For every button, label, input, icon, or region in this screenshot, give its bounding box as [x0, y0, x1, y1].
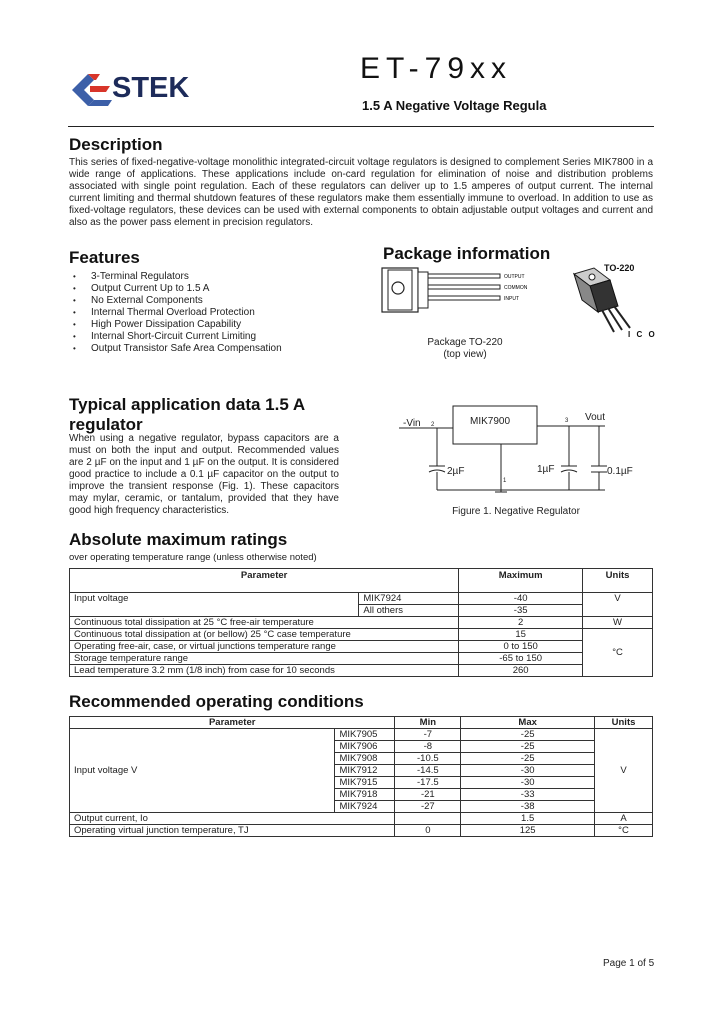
package-caption-line2: (top view) [443, 349, 487, 360]
col-max: Max [461, 717, 595, 729]
max-cell: -30 [461, 777, 595, 789]
list-item: • Internal Short-Circuit Current Limiting [69, 331, 369, 343]
col-maximum: Maximum [459, 569, 583, 593]
device-all-others: All others [359, 605, 459, 617]
max-cell: -25 [461, 741, 595, 753]
device-cell: MIK7918 [335, 789, 395, 801]
chip-label: MIK7900 [470, 416, 511, 427]
table-row [70, 825, 653, 837]
max-cell: -25 [461, 753, 595, 765]
package-caption-line1: Package TO-220 [427, 337, 503, 348]
param-cell: Continuous total dissipation at 25 °C free-air temperature [70, 617, 459, 629]
abs-max-table [69, 568, 653, 677]
max-cell: 0 to 150 [459, 641, 583, 653]
pin-2-label: 2 [431, 422, 435, 428]
min-cell: -8 [395, 741, 461, 753]
col-min: Min [395, 717, 461, 729]
abs-max-subheading: over operating temperature range (unless otherwise noted) [69, 552, 317, 563]
pin-1-label: 1 [503, 478, 507, 484]
table-row [70, 617, 653, 629]
input-voltage-label: Input voltage [70, 593, 359, 617]
max-cell: -25 [461, 729, 595, 741]
application-text: When using a negative regulator, bypass capacitors are a must on both the input and output. Recommended values are 2 µF on the input and 1 µF on the output. It is considered good practice to include a 0.1 µF capacitor on the output to improve the transient response (Fig. 1). These capacitors may mylar, ceramic, or tantalum, provided that they have good high frequency characteristics. [69, 433, 339, 516]
min-cell: -27 [395, 801, 461, 813]
logo-text: STEK [112, 72, 190, 104]
page-subtitle: 1.5 A Negative Voltage Regula [362, 98, 547, 113]
pin-3-label: 3 [565, 418, 569, 424]
max-cell: 125 [461, 825, 595, 837]
abs-max-heading: Absolute maximum ratings [69, 530, 288, 549]
features-heading: Features [69, 248, 140, 267]
iv-max-2: -35 [459, 605, 583, 617]
stek-logo-icon [70, 68, 114, 108]
min-cell: -14.5 [395, 765, 461, 777]
max-cell: 1.5 [461, 813, 595, 825]
pin-label-input: INPUT [504, 296, 519, 302]
table-row [70, 641, 653, 653]
pin-letters: I C O [628, 330, 657, 339]
unit-cell: A [595, 813, 653, 825]
col-units: Units [583, 569, 653, 593]
max-cell: -33 [461, 789, 595, 801]
col-parameter: Parameter [70, 717, 395, 729]
list-item: • 3-Terminal Regulators [69, 271, 369, 283]
param-cell: Lead temperature 3.2 mm (1/8 inch) from case for 10 seconds [70, 665, 459, 677]
pin-label-common: COMMON [504, 285, 528, 291]
iv-max-1: -40 [459, 593, 583, 605]
device-cell: MIK7915 [335, 777, 395, 789]
cap-in-label: 2µF [447, 466, 465, 477]
device-cell: MIK7906 [335, 741, 395, 753]
device-cell: MIK7924 [335, 801, 395, 813]
page-title: ET-79xx [360, 52, 513, 85]
table-row [70, 665, 653, 677]
min-cell: 0 [395, 825, 461, 837]
header-rule [68, 126, 654, 127]
list-item: • Output Transistor Safe Area Compensation [69, 343, 369, 355]
pin-label-output: OUTPUT [504, 274, 525, 280]
max-cell: 260 [459, 665, 583, 677]
rec-op-heading: Recommended operating conditions [69, 692, 364, 711]
table-row [70, 729, 653, 741]
to220-label: TO-220 [604, 263, 635, 273]
regulator-circuit-diagram [395, 402, 665, 502]
input-voltage-label: Input voltage V [70, 729, 335, 813]
unit-cell-temp: °C [583, 629, 653, 677]
cap-out2-label: 0.1µF [607, 466, 633, 477]
table-header-row [70, 569, 653, 593]
param-cell: Output current, Io [70, 813, 395, 825]
table-row [70, 593, 653, 605]
application-heading [69, 395, 349, 435]
package-heading: Package information [383, 244, 551, 263]
cap-out1-label: 1µF [537, 464, 555, 475]
list-item: • Output Current Up to 1.5 A [69, 283, 369, 295]
description-text: This series of fixed-negative-voltage monolithic integrated-circuit voltage regulators is designed to complement Series MIK7800 in a wide range of applications. These applications include on-card regulation for elimination of noise and distribution problems associated with single point regulation. Each of these regulators can deliver up to 1.5 amperes of output current. The internal current limiting and thermal shutdown features of these regulators make them essentially immune to overload. In addition to use as fixed-voltage regulators, these devices can be used with external components to obtain adjustable output voltages and current and also as the power pass element in precision regulators. [69, 157, 653, 228]
max-cell: -38 [461, 801, 595, 813]
max-cell: -65 to 150 [459, 653, 583, 665]
min-cell [395, 813, 461, 825]
table-row [70, 629, 653, 641]
table-header-row [70, 717, 653, 729]
device-mik7924: MIK7924 [359, 593, 459, 605]
param-cell: Continuous total dissipation at (or bellow) 25 °C case temperature [70, 629, 459, 641]
unit-cell: W [583, 617, 653, 629]
package-top-view-diagram [380, 266, 540, 316]
param-cell: Operating free-air, case, or virtual junctions temperature range [70, 641, 459, 653]
max-cell: 2 [459, 617, 583, 629]
rec-op-table [69, 716, 653, 837]
page-number: Page 1 of 5 [603, 958, 655, 969]
table-row [70, 813, 653, 825]
col-units: Units [595, 717, 653, 729]
device-cell: MIK7908 [335, 753, 395, 765]
description-heading: Description [69, 135, 163, 154]
input-unit: V [595, 729, 653, 813]
list-item: • No External Components [69, 295, 369, 307]
param-cell: Operating virtual junction temperature, TJ [70, 825, 395, 837]
max-cell: -30 [461, 765, 595, 777]
logo [70, 68, 210, 108]
device-cell: MIK7912 [335, 765, 395, 777]
min-cell: -21 [395, 789, 461, 801]
min-cell: -10.5 [395, 753, 461, 765]
param-cell: Storage temperature range [70, 653, 459, 665]
iv-unit: V [583, 593, 653, 617]
application-heading-line1: Typical application data 1.5 A [69, 395, 306, 414]
table-row [70, 653, 653, 665]
min-cell: -17.5 [395, 777, 461, 789]
vin-label: -Vin [403, 418, 421, 429]
vout-label: Vout [585, 412, 606, 423]
min-cell: -7 [395, 729, 461, 741]
features-list [69, 271, 369, 355]
package-caption [395, 337, 535, 361]
unit-cell: °C [595, 825, 653, 837]
application-heading-line2: regulator [69, 415, 143, 434]
figure-caption: Figure 1. Negative Regulator [452, 506, 580, 517]
max-cell: 15 [459, 629, 583, 641]
list-item: • High Power Dissipation Capability [69, 319, 369, 331]
device-cell: MIK7905 [335, 729, 395, 741]
list-item: • Internal Thermal Overload Protection [69, 307, 369, 319]
col-parameter: Parameter [70, 569, 459, 593]
